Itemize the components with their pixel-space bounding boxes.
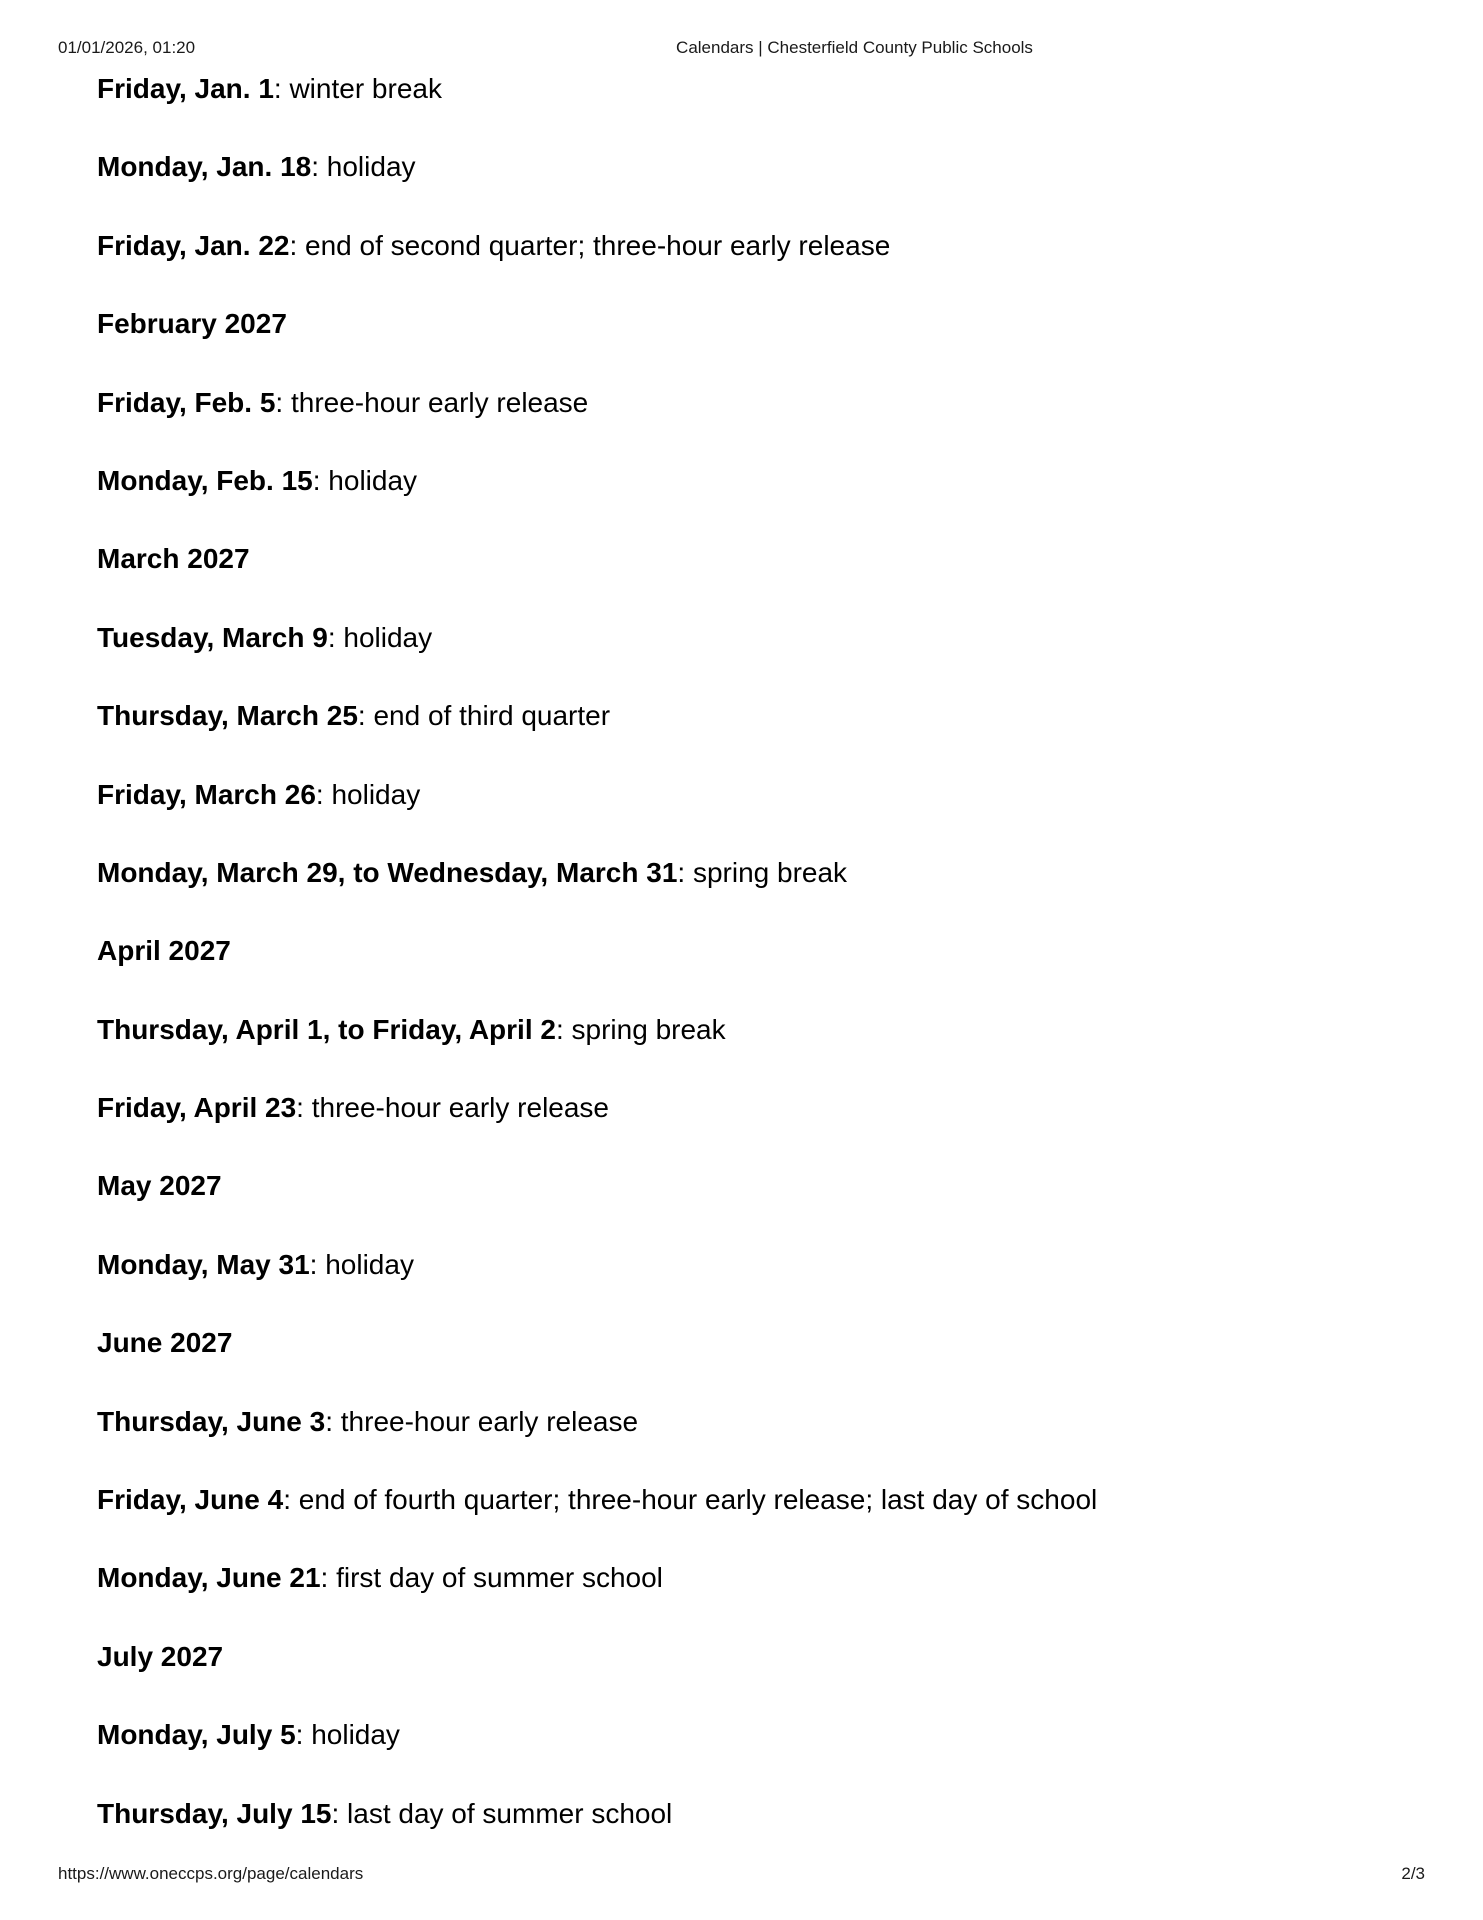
event-item: Friday, Feb. 5: three-hour early release bbox=[97, 386, 589, 418]
event-item: Thursday, July 15: last day of summer school bbox=[97, 1797, 673, 1829]
event-item: Friday, Jan. 1: winter break bbox=[97, 73, 442, 104]
event-item: Monday, Feb. 15: holiday bbox=[97, 464, 418, 496]
event-description: end of third quarter bbox=[365, 700, 611, 732]
event-description: last day of summer school bbox=[339, 1797, 673, 1829]
month-title: June 2027 bbox=[97, 1327, 233, 1359]
event-description: end of second quarter; three-hour early release bbox=[297, 229, 891, 261]
event-date: Friday, Feb. 5 bbox=[97, 386, 276, 418]
month-heading bbox=[97, 1325, 1397, 1403]
event-description: three-hour early release bbox=[303, 1092, 609, 1124]
month-heading bbox=[97, 541, 1397, 619]
event-description: holiday bbox=[320, 464, 418, 496]
event-description: holiday bbox=[319, 151, 416, 183]
month-title: July 2027 bbox=[97, 1640, 224, 1672]
event-description: spring break bbox=[685, 856, 848, 888]
event-description: holiday bbox=[303, 1719, 400, 1751]
event-description: winter break bbox=[281, 73, 442, 104]
event-item: Friday, April 23: three-hour early release bbox=[97, 1092, 609, 1124]
event-description: spring break bbox=[563, 1013, 726, 1045]
page-url: https://www.oneccps.org/page/calendars bbox=[58, 1864, 364, 1883]
event-date: Thursday, June 3 bbox=[97, 1405, 326, 1437]
event-date: Thursday, March 25 bbox=[97, 700, 358, 732]
calendar-event-list bbox=[97, 71, 1397, 1874]
event-date: Monday, Jan. 18 bbox=[97, 151, 312, 183]
month-title: May 2027 bbox=[97, 1170, 222, 1202]
event-item: Monday, June 21: first day of summer school bbox=[97, 1562, 663, 1594]
event-date: Tuesday, March 9 bbox=[97, 621, 328, 653]
event-description: holiday bbox=[335, 621, 433, 653]
print-footer bbox=[0, 1862, 1483, 1886]
event-item: Monday, July 5: holiday bbox=[97, 1719, 400, 1751]
event-date: Monday, May 31 bbox=[97, 1248, 310, 1280]
event-description: holiday bbox=[323, 778, 421, 810]
event-description: three-hour early release bbox=[333, 1405, 639, 1437]
print-datetime: 01/01/2026, 01:20 bbox=[58, 38, 196, 57]
month-title: March 2027 bbox=[97, 543, 250, 575]
event-date: Friday, Jan. 1 bbox=[97, 73, 274, 104]
event-date: Monday, June 21 bbox=[97, 1562, 321, 1594]
event-description: three-hour early release bbox=[283, 386, 589, 418]
event-item: Monday, March 29, to Wednesday, March 31: spring break bbox=[97, 856, 848, 888]
event-date: Thursday, July 15 bbox=[97, 1797, 332, 1829]
month-heading bbox=[97, 306, 1397, 384]
event-item: Thursday, March 25: end of third quarter bbox=[97, 700, 611, 732]
event-date: Friday, June 4 bbox=[97, 1484, 284, 1516]
event-item: Monday, May 31: holiday bbox=[97, 1248, 414, 1280]
event-item: Tuesday, March 9: holiday bbox=[97, 621, 433, 653]
event-item: Monday, Jan. 18: holiday bbox=[97, 151, 416, 183]
event-date: Monday, March 29, to Wednesday, March 31 bbox=[97, 856, 678, 888]
print-header bbox=[0, 36, 1483, 60]
event-date: Friday, Jan. 22 bbox=[97, 229, 290, 261]
event-description: end of fourth quarter; three-hour early release; last day of school bbox=[291, 1484, 1098, 1516]
event-date: Monday, Feb. 15 bbox=[97, 464, 313, 496]
event-description: holiday bbox=[317, 1248, 414, 1280]
event-date: Friday, April 23 bbox=[97, 1092, 297, 1124]
month-title: February 2027 bbox=[97, 308, 287, 340]
month-heading bbox=[97, 933, 1397, 1011]
event-description: first day of summer school bbox=[328, 1562, 663, 1594]
event-item: Friday, Jan. 22: end of second quarter; three-hour early release bbox=[97, 229, 891, 261]
month-heading bbox=[97, 1639, 1397, 1717]
page-number: 2/3 bbox=[1401, 1864, 1425, 1883]
event-item: Friday, June 4: end of fourth quarter; three-hour early release; last day of school bbox=[97, 1484, 1098, 1516]
month-title: April 2027 bbox=[97, 935, 231, 967]
event-date: Thursday, April 1, to Friday, April 2 bbox=[97, 1013, 556, 1045]
event-date: Monday, July 5 bbox=[97, 1719, 296, 1751]
print-page-title: Calendars | Chesterfield County Public Schools bbox=[676, 38, 1033, 57]
month-heading bbox=[97, 1168, 1397, 1246]
event-item: Thursday, June 3: three-hour early release bbox=[97, 1405, 639, 1437]
event-date: Friday, March 26 bbox=[97, 778, 316, 810]
event-item: Thursday, April 1, to Friday, April 2: spring break bbox=[97, 1013, 726, 1045]
event-item: Friday, March 26: holiday bbox=[97, 778, 421, 810]
